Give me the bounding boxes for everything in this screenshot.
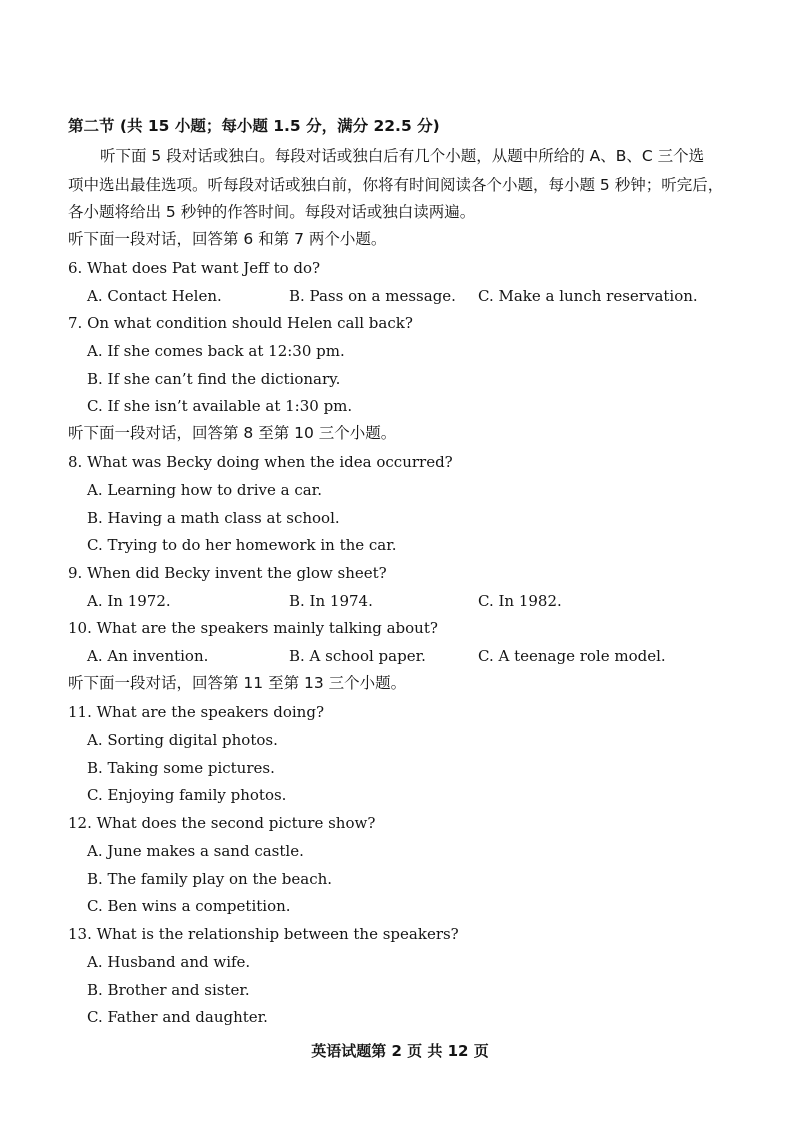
option-a: A. Husband and wife. xyxy=(87,953,251,971)
group-intro: 听下面一段对话，回答第 8 至第 10 三个小题。 xyxy=(68,424,397,442)
option-b: B. If she can’t find the dictionary. xyxy=(87,370,341,388)
section-title: 第二节 (共 15 小题；每小题 1.5 分，满分 22.5 分) xyxy=(68,117,440,135)
question-stem: 12. What does the second picture show? xyxy=(68,814,376,832)
option-c: C. Make a lunch reservation. xyxy=(478,287,698,305)
option-b: B. Having a math class at school. xyxy=(87,509,340,527)
option-b: B. Pass on a message. xyxy=(289,287,456,305)
instruction-line: 各小题将给出 5 秒钟的作答时间。每段对话或独白读两遍。 xyxy=(68,203,476,221)
instruction-line: 听下面 5 段对话或独白。每段对话或独白后有几个小题，从题中所给的 A、B、C 三个选 xyxy=(100,147,705,165)
page-footer: 英语试题第 2 页 共 12 页 xyxy=(311,1042,489,1060)
question-stem: 7. On what condition should Helen call back? xyxy=(68,314,413,332)
option-c: C. Enjoying family photos. xyxy=(87,786,287,804)
option-c: C. In 1982. xyxy=(478,592,562,610)
option-c: C. Trying to do her homework in the car. xyxy=(87,536,397,554)
option-b: B. Brother and sister. xyxy=(87,981,250,999)
option-c: C. A teenage role model. xyxy=(478,647,666,665)
group-intro: 听下面一段对话，回答第 6 和第 7 两个小题。 xyxy=(68,230,387,248)
option-c: C. If she isn’t available at 1:30 pm. xyxy=(87,397,353,415)
option-a: A. If she comes back at 12:30 pm. xyxy=(87,342,345,360)
option-c: C. Ben wins a competition. xyxy=(87,897,291,915)
option-a: A. Contact Helen. xyxy=(87,287,222,305)
question-stem: 9. When did Becky invent the glow sheet? xyxy=(68,564,387,582)
group-intro: 听下面一段对话，回答第 11 至第 13 三个小题。 xyxy=(68,674,407,692)
option-a: A. Learning how to drive a car. xyxy=(87,481,322,499)
option-b: B. The family play on the beach. xyxy=(87,870,333,888)
option-b: B. Taking some pictures. xyxy=(87,759,275,777)
option-a: A. In 1972. xyxy=(87,592,171,610)
option-a: A. An invention. xyxy=(87,647,209,665)
question-stem: 10. What are the speakers mainly talking about? xyxy=(68,619,438,637)
question-stem: 11. What are the speakers doing? xyxy=(68,703,324,721)
option-b: B. A school paper. xyxy=(289,647,426,665)
option-a: A. Sorting digital photos. xyxy=(87,731,278,749)
instruction-line: 项中选出最佳选项。听每段对话或独白前，你将有时间阅读各个小题，每小题 5 秒钟；听完后， xyxy=(68,176,724,194)
option-b: B. In 1974. xyxy=(289,592,373,610)
question-stem: 8. What was Becky doing when the idea occurred? xyxy=(68,453,453,471)
question-stem: 6. What does Pat want Jeff to do? xyxy=(68,259,321,277)
question-stem: 13. What is the relationship between the speakers? xyxy=(68,925,459,943)
option-a: A. June makes a sand castle. xyxy=(87,842,304,860)
option-c: C. Father and daughter. xyxy=(87,1008,268,1026)
